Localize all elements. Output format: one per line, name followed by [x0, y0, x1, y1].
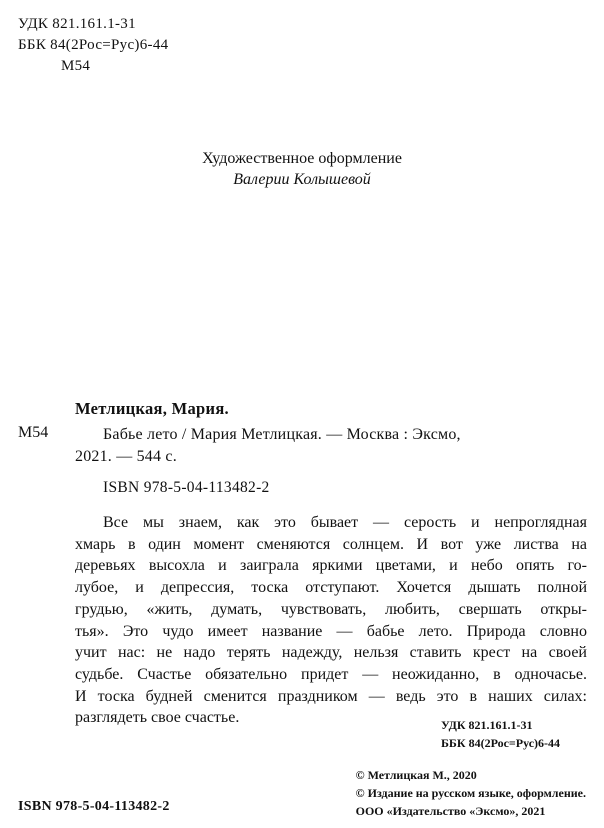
annotation: [75, 512, 587, 729]
footer-bbk: ББК 84(2Рос=Рус)6-44: [441, 736, 561, 750]
annotation-line: Все мы знаем, как это бывает — серость и непроглядная: [103, 514, 587, 531]
bbk-code: ББК 84(2Рос=Рус)6-44: [18, 37, 169, 53]
annotation-line: тья». Это чудо имеет название — бабье лето. Природа словно: [75, 622, 587, 640]
annotation-line: разглядеть свое счастье.: [75, 709, 240, 727]
bibliographic-author: Метлицкая, Мария.: [75, 399, 229, 418]
bibliographic-isbn: ISBN 978-5-04-113482-2: [103, 479, 270, 496]
classification-codes: [18, 14, 168, 77]
footer-isbn: ISBN 978-5-04-113482-2: [18, 799, 170, 814]
bibliographic-side-mark: М54: [18, 424, 49, 441]
copyright-author: © Метлицкая М., 2020: [355, 768, 477, 782]
annotation-line: деревьях высохла и заиграла яркими цветами, и небо опять го-: [75, 557, 587, 575]
footer-codes: [441, 716, 560, 752]
annotation-line: И тоска будней сменится праздником — ведь это в наших силах:: [75, 687, 587, 705]
footer-udk: УДК 821.161.1-31: [441, 718, 533, 732]
author-mark: М54: [61, 58, 91, 74]
udk-code: УДК 821.161.1-31: [18, 16, 136, 32]
copyright-block: [356, 766, 586, 820]
annotation-line: грудью, «жить, думать, чувствовать, любить, свершать откры-: [75, 600, 587, 618]
bibliographic-title: [75, 424, 461, 468]
design-credit-line1: Художественное оформление: [202, 150, 402, 167]
annotation-line: судьбе. Счастье обязательно придет — неожиданно, в одночасье.: [75, 665, 587, 683]
annotation-line: лубое, и депрессия, тоска отступают. Хочется дышать полной: [75, 579, 587, 597]
copyright-edition: © Издание на русском языке, оформление.: [355, 786, 586, 800]
design-credit: [0, 148, 604, 190]
copyright-publisher: ООО «Издательство «Эксмо», 2021: [355, 804, 546, 818]
annotation-line: учит нас: не надо терять надежду, нельзя ставить крест на своей: [75, 644, 587, 662]
bibliographic-title-line1: Бабье лето / Мария Метлицкая. — Москва : Эксмо,: [103, 426, 461, 443]
annotation-line: хмарь в один момент сменяются солнцем. И вот уже листва на: [75, 535, 587, 553]
design-credit-line2: Валерии Колышевой: [233, 171, 371, 188]
bibliographic-title-line2: 2021. — 544 с.: [75, 448, 177, 465]
